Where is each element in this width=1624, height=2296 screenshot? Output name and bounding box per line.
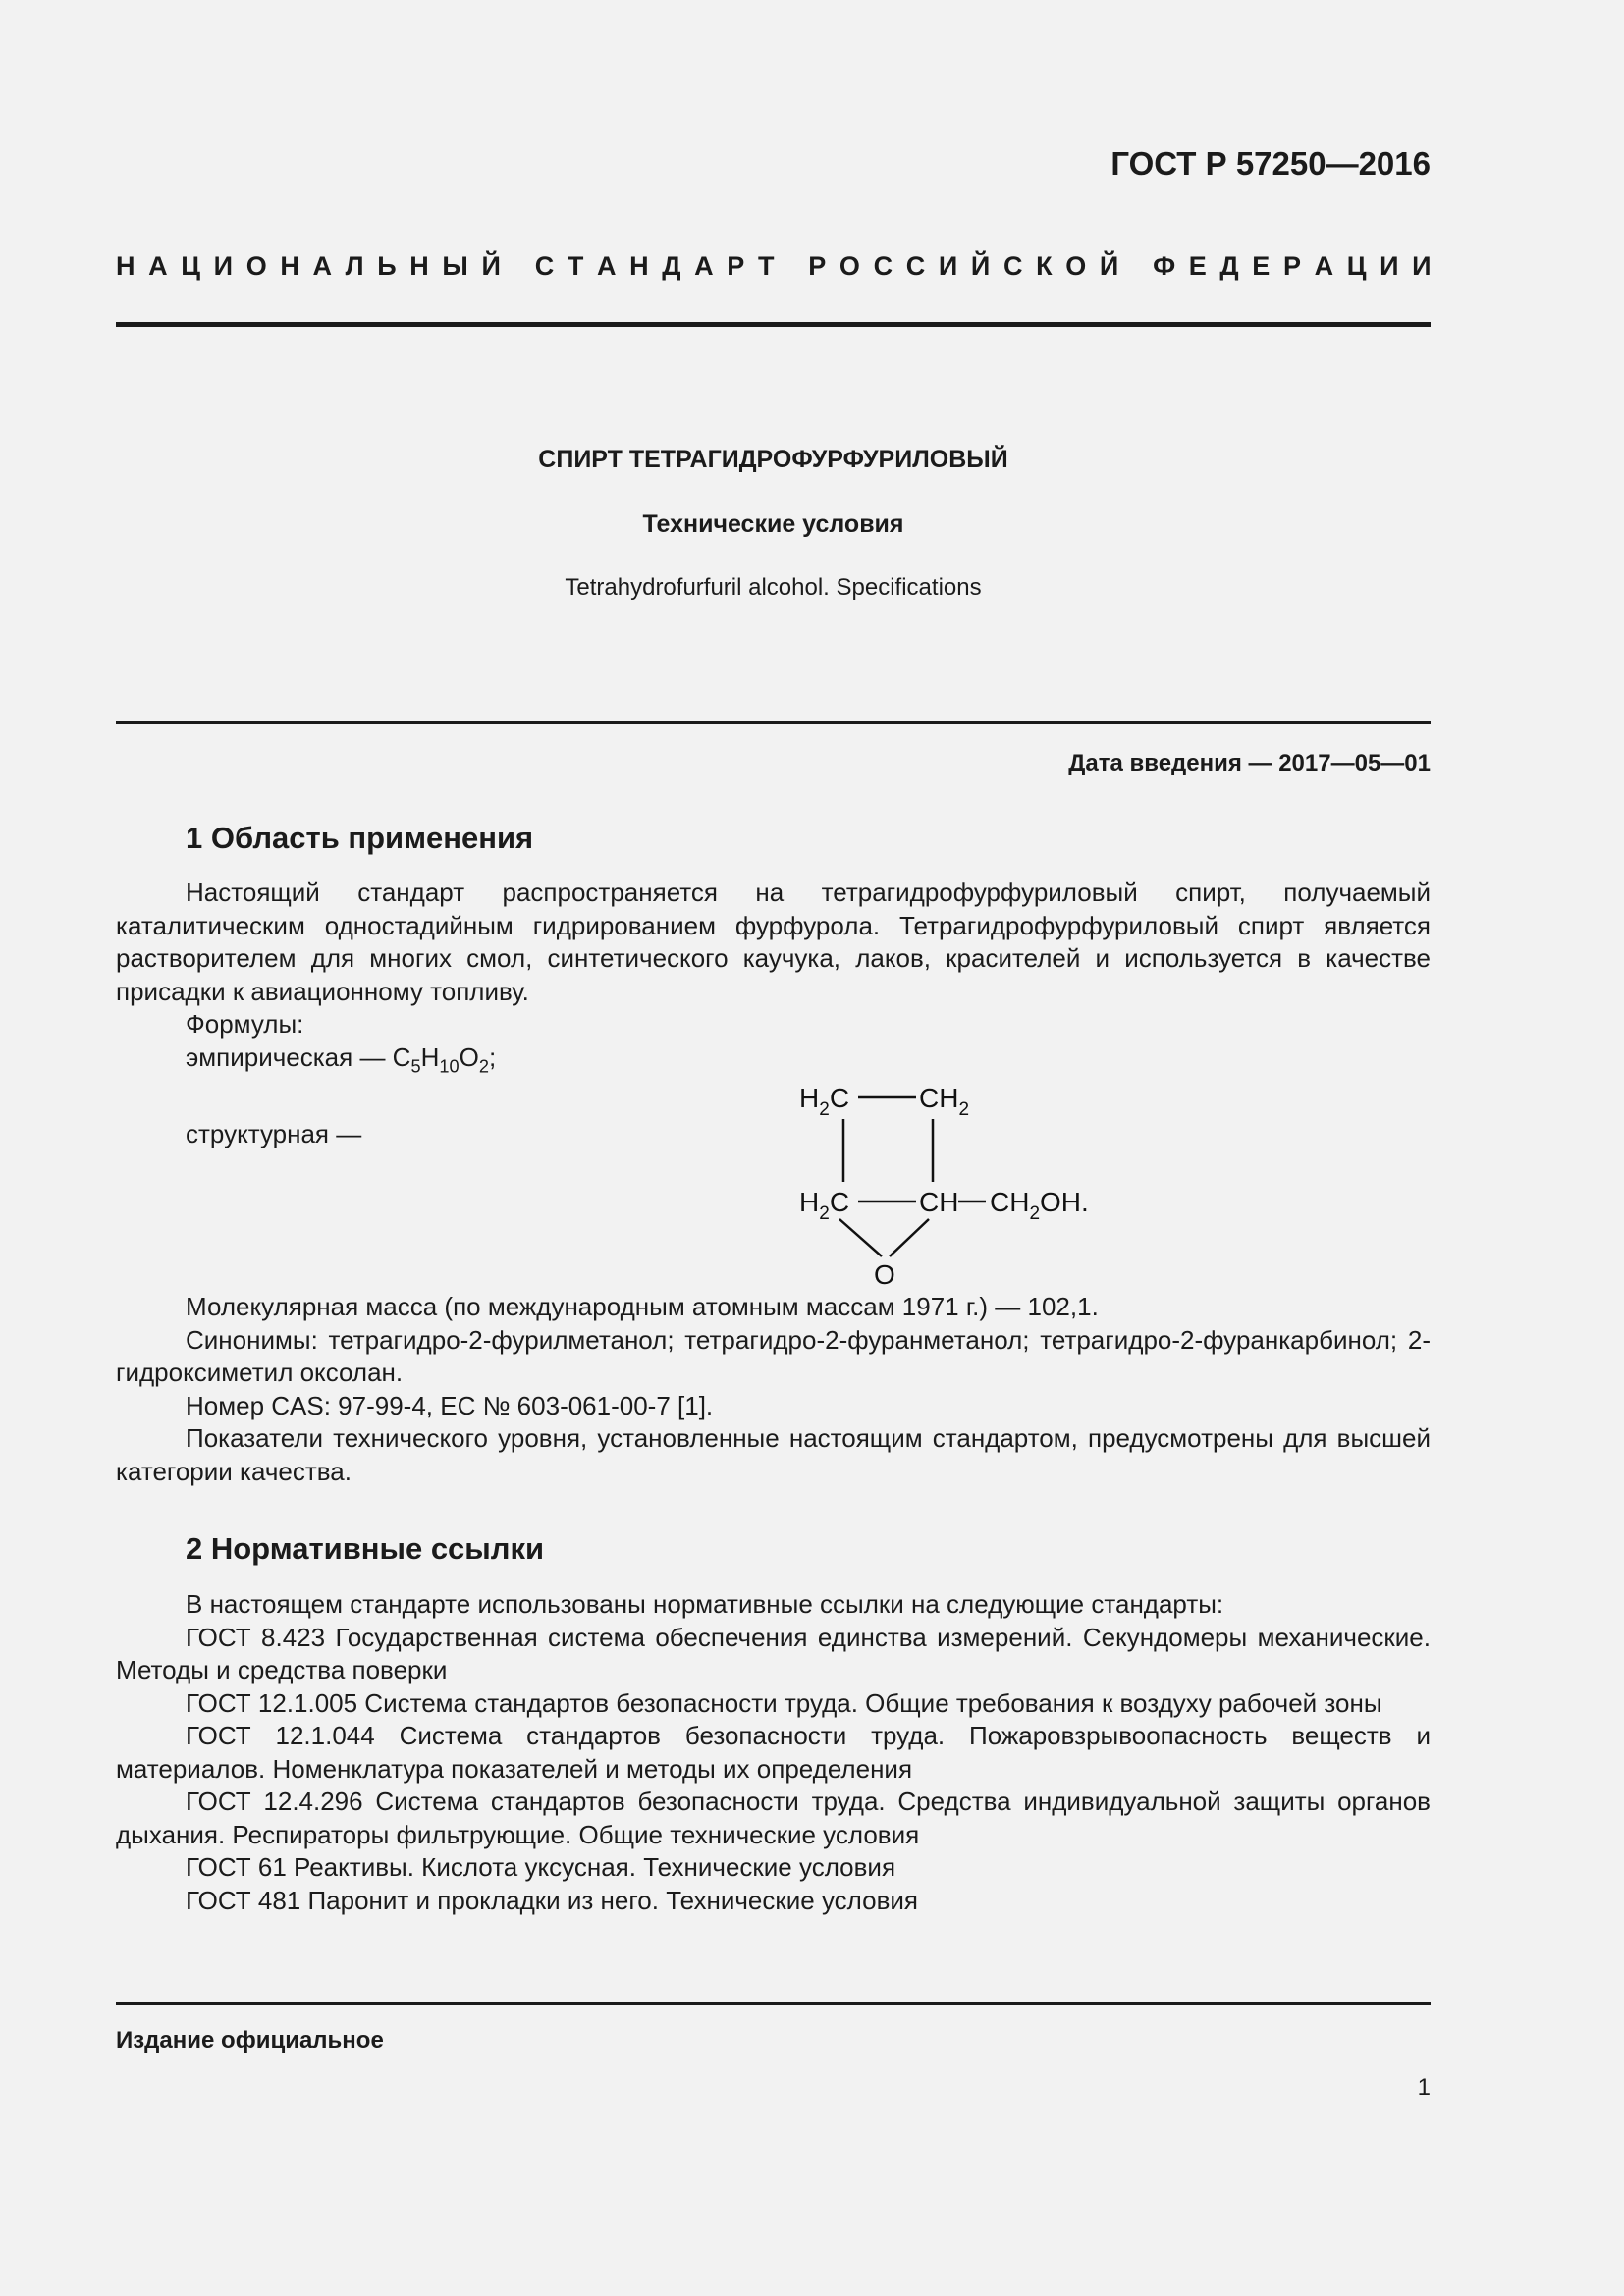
document-title: СПИРТ ТЕТРАГИДРОФУРФУРИЛОВЫЙ — [538, 446, 1008, 473]
section-2-heading: 2 Нормативные ссылки — [186, 1531, 545, 1566]
svg-text:H2C: $H_2C$ — [799, 1187, 850, 1224]
svg-text:CH2: $CH_2$ — [919, 1083, 970, 1120]
introduction-date: Дата введения — 2017—05—01 — [1068, 750, 1431, 776]
section-1-heading: 1 Область применения — [186, 821, 534, 855]
structural-formula-label: структурная — — [186, 1119, 362, 1148]
document-subtitle: Технические условия — [642, 510, 904, 538]
svg-text:H2C: $H_2C$ — [799, 1083, 850, 1120]
document-title-english: Tetrahydrofurfuril alcohol. Specifications — [565, 574, 982, 601]
svg-text:CH2OH.: $CH_2OH$. — [990, 1187, 1089, 1224]
footer-rule — [116, 2002, 1431, 2005]
title-rule — [116, 721, 1431, 724]
structural-formula-diagram — [785, 1080, 1159, 1296]
svg-text:O: O — [874, 1259, 895, 1290]
reference-item: ГОСТ 8.423 Государственная система обеспечения единства измерений. Секундомеры механические. Методы и средства поверки — [116, 1622, 1431, 1684]
molar-mass: Молекулярная масса (по международным атомным массам 1971 г.) — 102,1. — [186, 1292, 1099, 1321]
official-edition-label: Издание официальное — [116, 2027, 384, 2054]
page-number: 1 — [1417, 2074, 1431, 2101]
gost-number: ГОСТ Р 57250—2016 — [1110, 145, 1431, 182]
section-1-body-continued — [116, 1291, 1431, 1488]
section-1-body — [116, 877, 1431, 1074]
synonyms: Синонимы: тетрагидро-2-фурилметанол; тетрагидро-2-фуранметанол; тетрагидро-2-фуранкарбинол; 2-гидроксиметил оксолан. — [116, 1324, 1431, 1387]
reference-item: ГОСТ 61 Реактивы. Кислота уксусная. Технические условия — [186, 1852, 896, 1882]
reference-item: ГОСТ 12.1.044 Система стандартов безопасности труда. Пожаровзрывоопасность веществ и материалов. Номенклатура показателей и методы их определения — [116, 1721, 1431, 1784]
reference-item: ГОСТ 481 Паронит и прокладки из него. Технические условия — [186, 1885, 919, 1915]
empirical-formula: эмпирическая — $C_5H_{10}O_2$; — [186, 1041, 497, 1076]
reference-item: ГОСТ 12.1.005 Система стандартов безопасности труда. Общие требования к воздуху рабочей зоны — [186, 1687, 1382, 1718]
references-intro: В настоящем стандарте использованы нормативные ссылки на следующие стандарты: — [186, 1589, 1224, 1619]
section-2-body — [116, 1588, 1431, 1917]
reference-item: ГОСТ 12.4.296 Система стандартов безопасности труда. Средства индивидуальной защиты органов дыхания. Респираторы фильтрующие. Общие технические условия — [116, 1787, 1431, 1849]
quality-statement: Показатели технического уровня, установленные настоящим стандартом, предусмотрены для высшей категории качества. — [116, 1423, 1431, 1486]
formulas-label: Формулы: — [186, 1009, 304, 1039]
scope-paragraph: Настоящий стандарт распространяется на тетрагидрофурфуриловый спирт, получаемый каталитическим одностадийным гидрированием фурфурола. Тетрагидрофурфуриловый спирт является растворителем для многих смол, синтетического каучука, лаков, красителей и используется в качестве присадки к авиационному топливу. — [116, 878, 1431, 1006]
svg-text:CH: CH — [919, 1187, 959, 1217]
cas-number: Номер CAS: 97-99-4, ЕС № 603-061-00-7 [1]. — [186, 1390, 714, 1420]
header-rule — [116, 322, 1431, 327]
national-standard-banner: Н А Ц И О Н А Л Ь Н Ы Й С Т А Н Д А Р Т Р О С С И Й С К О Й Ф Е Д Е Р А Ц И И — [116, 251, 1432, 281]
